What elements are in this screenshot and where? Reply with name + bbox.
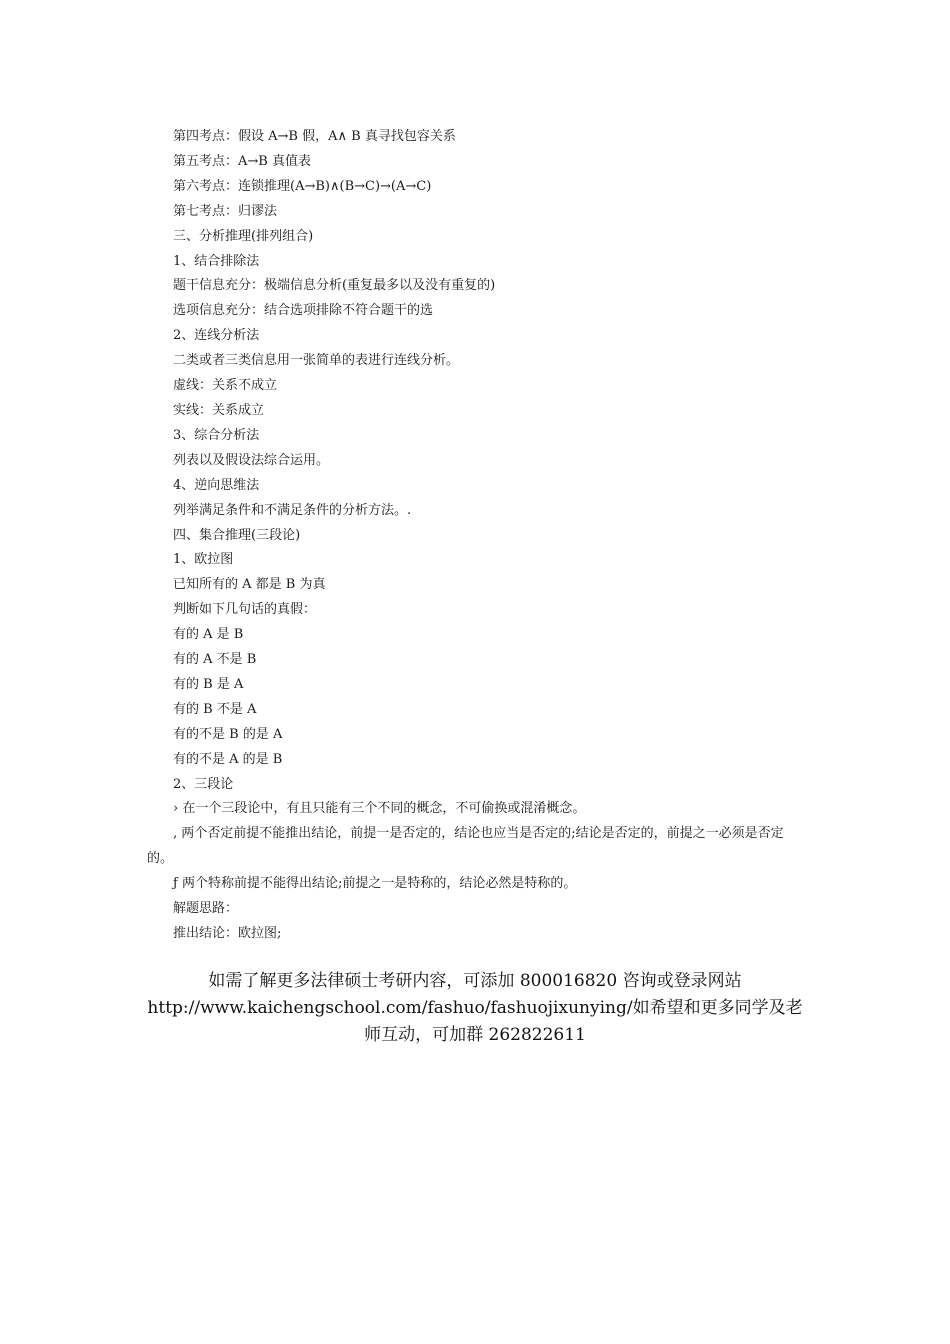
- text-line: 推出结论：欧拉图;: [173, 926, 282, 941]
- text-line: 第五考点：A→B 真值表: [173, 153, 311, 169]
- subsection-heading: 2、连线分析法: [173, 328, 260, 344]
- text-line: 有的 B 不是 A: [173, 701, 257, 717]
- text-line: 有的 A 是 B: [173, 627, 244, 643]
- text-line: 实线：关系成立: [173, 402, 265, 418]
- text-line: 有的 A 不是 B: [173, 652, 257, 668]
- text-line: 有的不是 A 的是 B: [173, 751, 283, 767]
- text-line: 已知所有的 A 都是 B 为真: [173, 577, 326, 593]
- section-heading: 三、分析推理(排列组合): [173, 228, 314, 244]
- document-body: [147, 125, 807, 947]
- text-line: 判断如下几句话的真假：: [173, 602, 317, 618]
- text-line: 有的不是 B 的是 A: [173, 726, 283, 742]
- text-line: 虚线：关系不成立: [173, 378, 278, 394]
- subsection-heading: 3、综合分析法: [173, 427, 260, 443]
- section-heading: 四、集合推理(三段论): [173, 527, 301, 543]
- text-line: 二类或者三类信息用一张简单的表进行连线分析。: [173, 353, 460, 369]
- text-line: 第六考点：连锁推理(A→B)∧(B→C)→(A→C): [173, 178, 432, 194]
- text-line: 列表以及假设法综合运用。: [173, 452, 330, 468]
- text-line: 第七考点：归谬法: [173, 203, 278, 219]
- footer-notice: 如需了解更多法律硕士考研内容，可添加 800016820 咨询或登录网站 http://www.kaichengschool.com/fashuo/fashuojixunying/如希望和更多同学及老师互动，可加群 262822611: [147, 971, 803, 1045]
- subsection-heading: 4、逆向思维法: [173, 477, 260, 493]
- text-line: 解题思路：: [173, 901, 239, 917]
- subsection-heading: 1、欧拉图: [173, 552, 234, 568]
- text-line: 题干信息充分：极端信息分析(重复最多以及没有重复的): [173, 278, 496, 294]
- subsection-heading: 2、三段论: [173, 776, 234, 792]
- text-line: 选项信息充分：结合选项排除不符合题干的选: [173, 303, 434, 319]
- text-line: ƒ 两个特称前提不能得出结论;前提之一是特称的，结论必然是特称的。: [173, 876, 577, 892]
- text-line: 有的 B 是 A: [173, 676, 244, 692]
- wrapped-paragraph: ‚ 两个否定前提不能推出结论，前提一是否定的，结论也应当是否定的;结论是否定的，前提之一必须是否定的。: [147, 826, 784, 867]
- subsection-heading: 1、结合排除法: [173, 253, 260, 269]
- text-line: 第四考点：假设 A→B 假，A∧ B 真寻找包容关系: [173, 129, 456, 144]
- text-line: › 在一个三段论中，有且只能有三个不同的概念，不可偷换或混淆概念。: [173, 801, 586, 817]
- text-line: 列举满足条件和不满足条件的分析方法。.: [173, 502, 412, 518]
